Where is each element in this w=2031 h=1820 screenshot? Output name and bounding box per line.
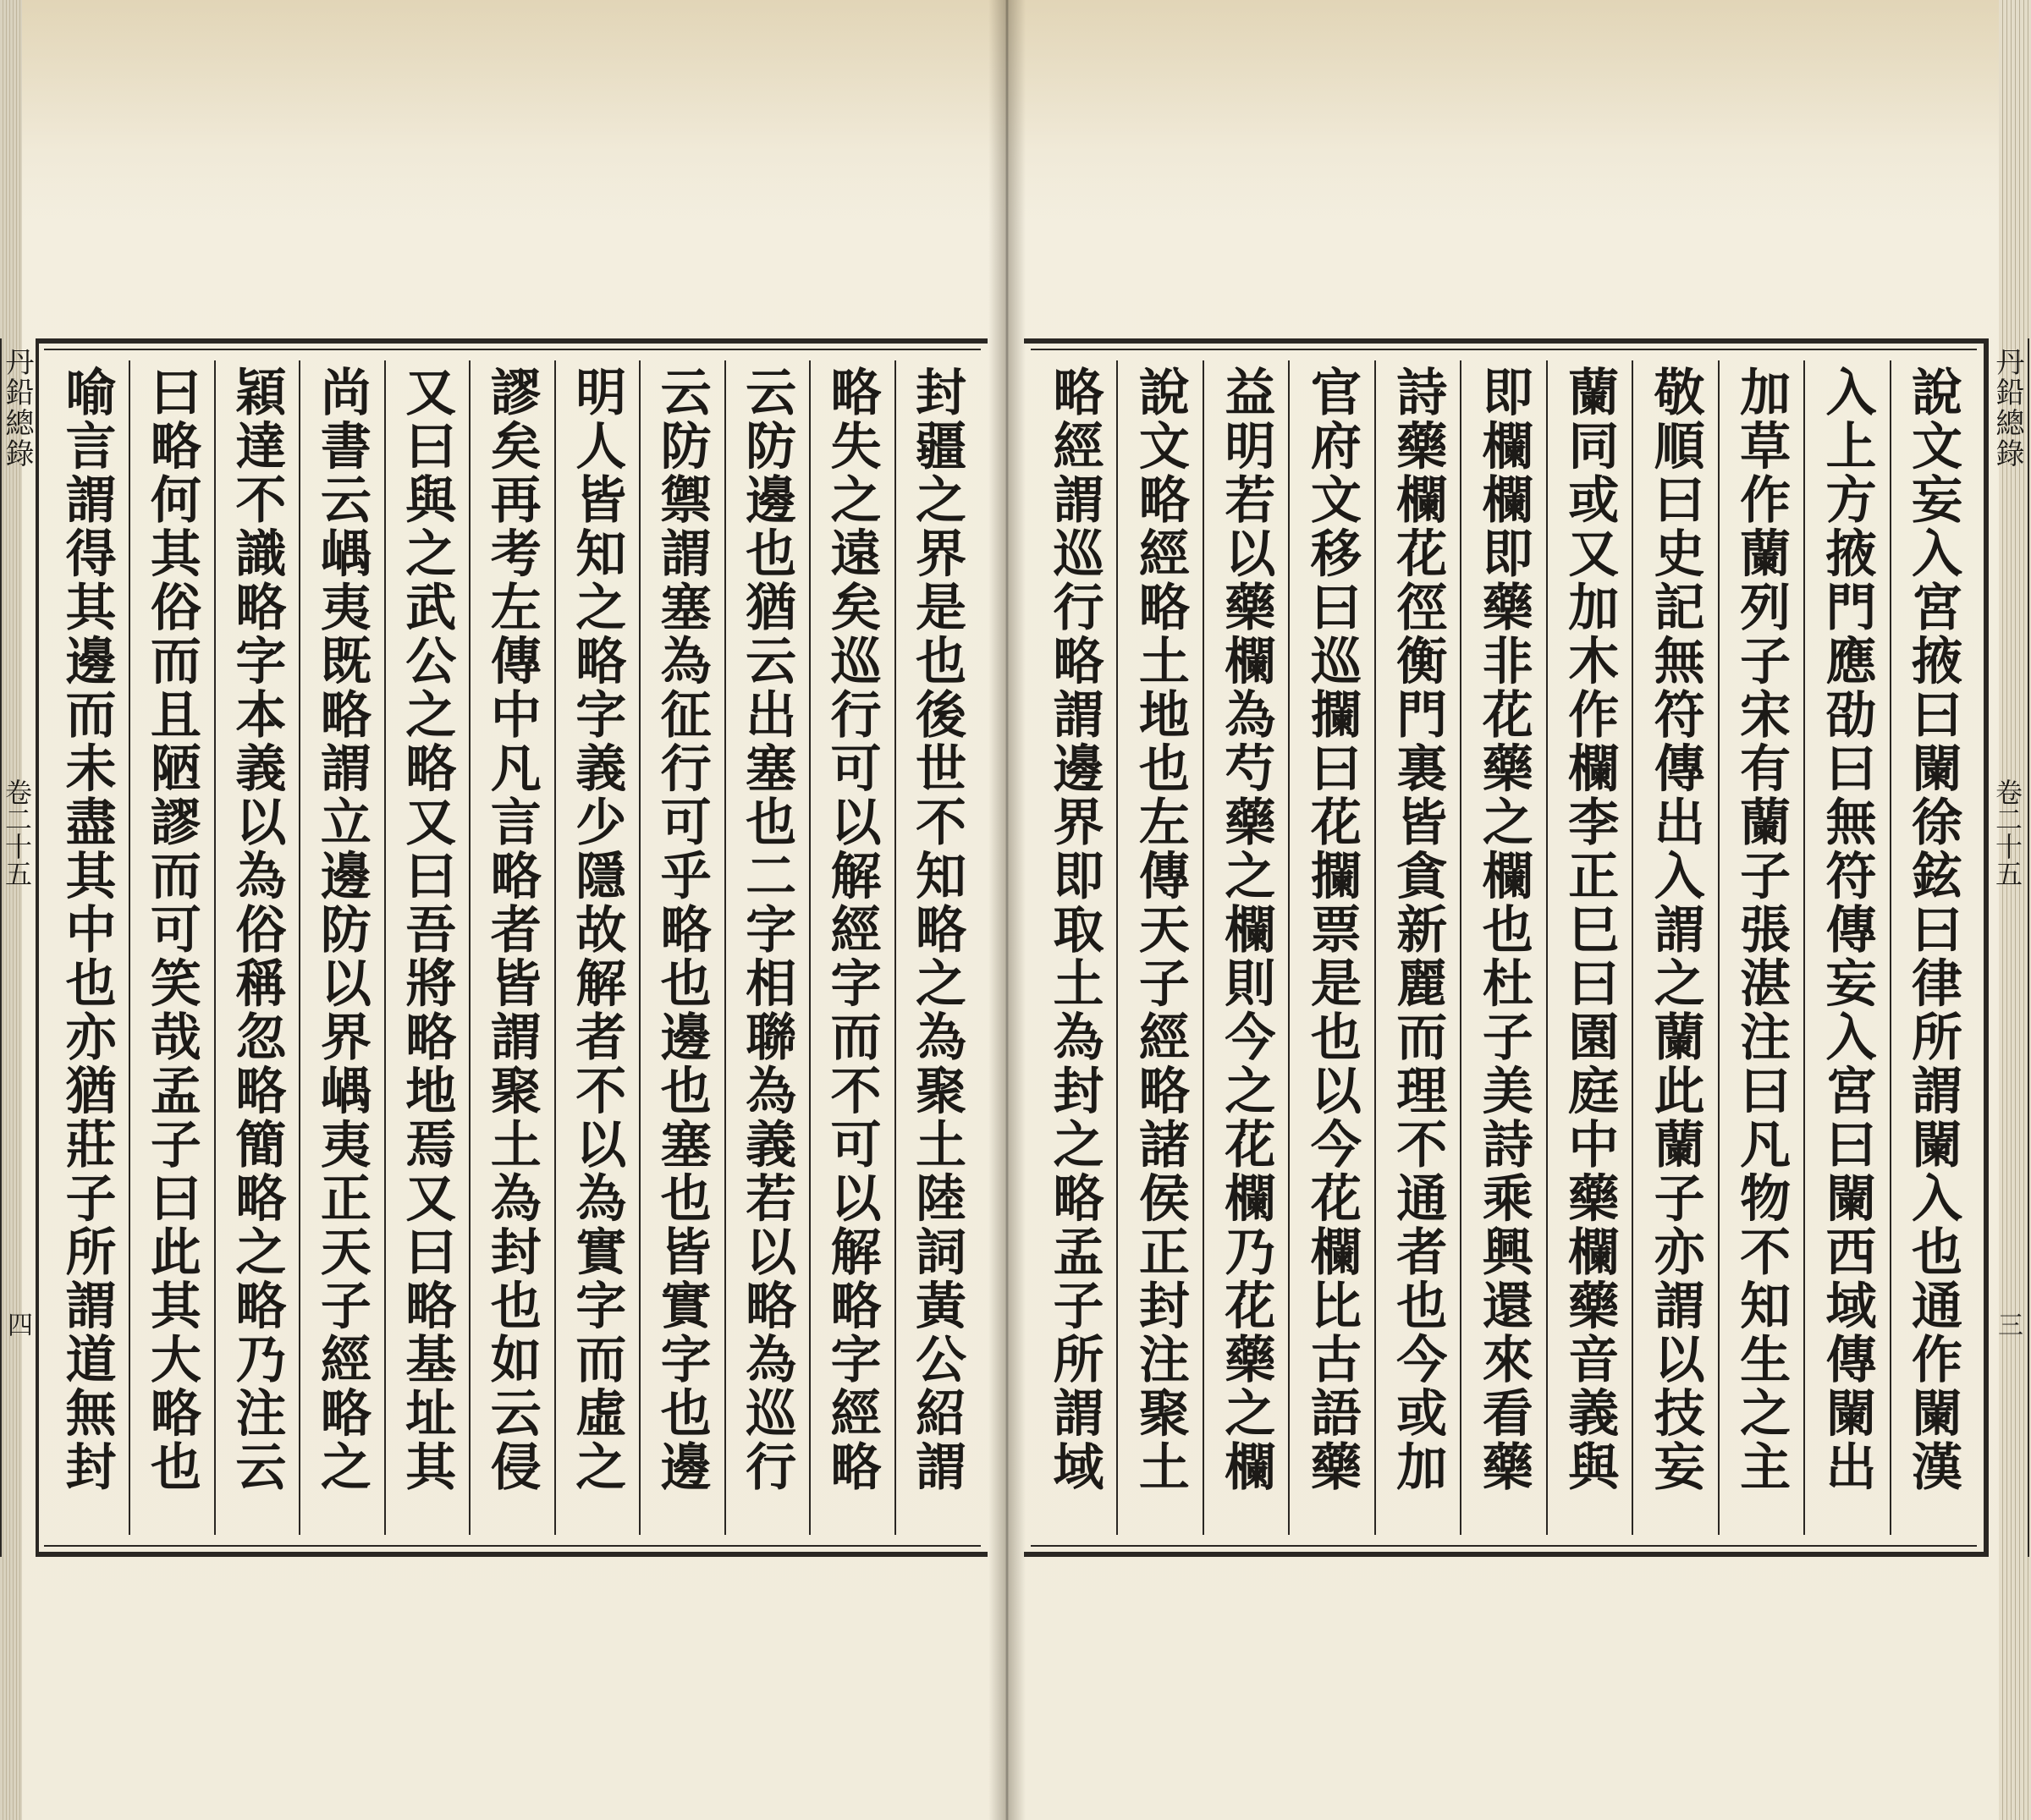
text-column <box>554 360 639 1535</box>
banxin-chapter: 卷二十五 <box>1 778 33 887</box>
text-column <box>1460 360 1545 1535</box>
text-column <box>469 360 553 1535</box>
text-column <box>384 360 469 1535</box>
text-column <box>1890 360 1975 1535</box>
column-text: 謬矣再考左傳中凡言略者皆謂聚土為封也如云侵 <box>482 366 542 1494</box>
left-page <box>0 0 1005 1820</box>
column-text: 加草作蘭列子宋有蘭子張湛注曰凡物不知生之主 <box>1731 366 1792 1494</box>
text-column <box>1032 360 1116 1535</box>
column-text: 尚書云嵎夷既略謂立邊防以界嵎夷正天子經略之 <box>311 366 372 1494</box>
text-column <box>1632 360 1717 1535</box>
text-column <box>809 360 894 1535</box>
column-text: 即欄欄即藥非花藥之欄也杜子美詩乘興還來看藥 <box>1473 366 1533 1494</box>
column-text: 略經謂巡行略謂邊界即取土為封之略孟子所謂域 <box>1044 366 1104 1494</box>
text-column <box>639 360 724 1535</box>
text-column <box>1718 360 1803 1535</box>
text-column <box>214 360 299 1535</box>
column-text: 官府文移曰巡攔曰花攔票是也以今花欄比古語藥 <box>1302 366 1362 1494</box>
column-text: 穎達不識略字本義以為俗稱忽略簡略之略乃注云 <box>227 366 287 1494</box>
column-text: 封疆之界是也後世不知略之為聚土陸詞黃公紹謂 <box>907 366 966 1494</box>
column-text: 詩藥欄花徑衡門裏皆貪新麗而理不通者也今或加 <box>1388 366 1448 1494</box>
text-column <box>1546 360 1632 1535</box>
text-column <box>1374 360 1460 1535</box>
banxin-leaf-number: 三 <box>1993 1311 2023 1337</box>
water-stain <box>0 0 1005 220</box>
text-column <box>1803 360 1889 1535</box>
column-text: 喻言謂得其邊而未盡其中也亦猶莊子所謂道無封 <box>57 366 117 1494</box>
column-text: 蘭同或又加木作欄李正巳曰園庭中藥欄藥音義與 <box>1560 366 1620 1494</box>
right-text-frame <box>1024 338 1989 1557</box>
column-text: 說文妄入宮掖曰闌徐鉉曰律所謂闌入也通作闌漢 <box>1903 366 1962 1494</box>
right-banxin <box>1987 338 2029 1557</box>
column-text: 益明若以藥欄為芍藥之欄則今之花欄乃花藥之欄 <box>1216 366 1276 1494</box>
column-text: 說文略經略土地也左傳天子經略諸侯正封注聚土 <box>1130 366 1190 1494</box>
banxin-chapter: 卷二十五 <box>1991 778 2023 887</box>
left-banxin <box>0 338 39 1557</box>
text-column <box>724 360 809 1535</box>
column-text: 敬順曰史記無符傳出入謂之蘭此蘭子亦謂以技妄 <box>1645 366 1705 1494</box>
water-stain <box>1005 0 2031 220</box>
column-text: 入上方掖門應劭曰無符傳妄入宮曰闌西域傳闌出 <box>1817 366 1877 1494</box>
right-columns <box>1032 360 1975 1535</box>
banxin-leaf-number: 四 <box>3 1311 32 1337</box>
text-column <box>129 360 213 1535</box>
column-text: 云防禦謂塞為征行可乎略也邊也塞也皆實字也邊 <box>652 366 712 1494</box>
column-text: 云防邊也猶云出塞也二字相聯為義若以略為巡行 <box>737 366 797 1494</box>
column-text: 明人皆知之略字義少隱故解者不以為實字而虛之 <box>567 366 627 1494</box>
column-text: 又曰與之武公之略又曰吾將略地焉又曰略基址其 <box>397 366 457 1494</box>
left-columns <box>46 360 979 1535</box>
book-gutter <box>988 0 1026 1820</box>
text-column <box>1203 360 1288 1535</box>
text-column <box>46 360 129 1535</box>
text-column <box>299 360 383 1535</box>
column-text: 曰略何其俗而且陋謬而可笑哉孟子曰此其大略也 <box>141 366 201 1494</box>
text-column <box>1116 360 1202 1535</box>
banxin-title: 丹鉛總錄 <box>0 347 34 469</box>
left-text-frame <box>36 338 988 1557</box>
right-page <box>1005 0 2031 1820</box>
text-column <box>894 360 979 1535</box>
text-column <box>1288 360 1373 1535</box>
banxin-title: 丹鉛總錄 <box>1990 347 2024 469</box>
column-text: 略失之遠矣巡行可以解經字而不可以解略字經略 <box>822 366 882 1494</box>
